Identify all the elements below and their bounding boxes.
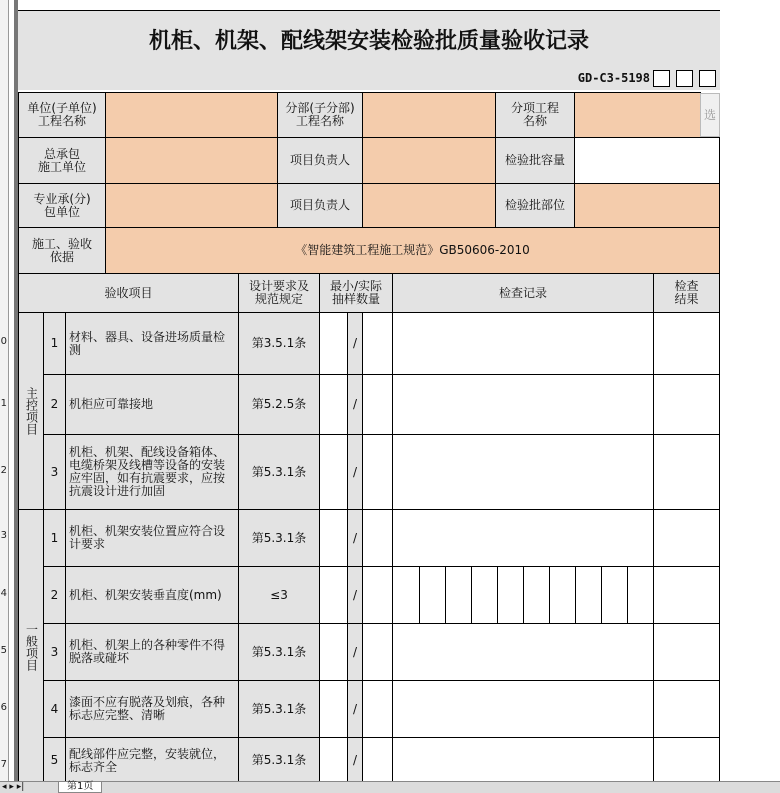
unit-value[interactable]	[105, 92, 278, 138]
main_items-no: 1	[43, 312, 66, 375]
record-grid-line	[549, 567, 550, 623]
main_items-no: 2	[43, 374, 66, 435]
general_items-actual-sample[interactable]	[362, 737, 393, 784]
col-record: 检查记录	[392, 273, 654, 313]
main_items-check-record[interactable]	[392, 434, 654, 510]
general_items-text: 机柜、机架安装位置应符合设计要求	[65, 509, 239, 567]
record-grid-line	[471, 567, 472, 623]
batch-capacity-value[interactable]	[574, 137, 720, 184]
sheet-tab-1[interactable]: 第1页	[58, 782, 102, 793]
general_items-no: 3	[43, 623, 66, 681]
main_items-min-sample[interactable]	[319, 374, 348, 435]
page-title: 机柜、机架、配线架安装检验批质量验收记录	[148, 28, 589, 54]
main_items-text: 材料、器具、设备进场质量检测	[65, 312, 239, 375]
general_items-slash: /	[347, 680, 363, 738]
general_items-min-sample[interactable]	[319, 509, 348, 567]
record-grid-line	[575, 567, 576, 623]
basis-value[interactable]: 《智能建筑工程施工规范》GB50606-2010	[105, 227, 720, 274]
general_items-actual-sample[interactable]	[362, 509, 393, 567]
project-manager-value[interactable]	[362, 137, 496, 184]
general_items-text: 配线部件应完整，安装就位，标志齐全	[65, 737, 239, 784]
record-grid-line	[601, 567, 602, 623]
general_items-min-sample[interactable]	[319, 623, 348, 681]
main_items-actual-sample[interactable]	[362, 312, 393, 375]
general_items-min-sample[interactable]	[319, 737, 348, 784]
main_items-min-sample[interactable]	[319, 312, 348, 375]
main_items-spec: 第5.2.5条	[238, 374, 320, 435]
project-manager-label-2: 项目负责人	[277, 183, 363, 228]
unit-label: 单位(子单位) 工程名称	[18, 92, 106, 138]
main_items-no: 3	[43, 434, 66, 510]
row-number: 5	[0, 645, 7, 656]
general_items-check-record[interactable]	[392, 509, 654, 567]
main_items-actual-sample[interactable]	[362, 434, 393, 510]
general_items-slash: /	[347, 623, 363, 681]
main_items-check-record[interactable]	[392, 312, 654, 375]
subcontractor-value[interactable]	[105, 183, 278, 228]
general_items-actual-sample[interactable]	[362, 680, 393, 738]
batch-location-value[interactable]	[574, 183, 720, 228]
batch-capacity-label: 检验批容量	[495, 137, 575, 184]
col-design: 设计要求及 规范规定	[238, 273, 320, 313]
general_items-spec: 第5.3.1条	[238, 623, 320, 681]
row-number: 1	[0, 398, 7, 409]
subitem-value[interactable]	[574, 92, 701, 138]
main-group-label: 主控项目	[18, 312, 44, 510]
main_items-spec: 第3.5.1条	[238, 312, 320, 375]
main_items-actual-sample[interactable]	[362, 374, 393, 435]
main_items-slash: /	[347, 312, 363, 375]
general_items-check-record[interactable]	[392, 680, 654, 738]
select-button[interactable]: 选	[700, 93, 720, 137]
sheet-tab-bar	[0, 781, 780, 793]
general_items-no: 1	[43, 509, 66, 567]
general-contractor-label: 总承包 施工单位	[18, 137, 106, 184]
general_items-no: 4	[43, 680, 66, 738]
basis-label: 施工、验收 依据	[18, 227, 106, 274]
code-box-3[interactable]	[699, 70, 716, 87]
general_items-text: 机柜、机架安装垂直度(mm)	[65, 566, 239, 624]
main_items-slash: /	[347, 374, 363, 435]
main_items-text: 机柜、机架、配线设备箱体、电缆桥架及线槽等设备的安装应牢固，如有抗震要求，应按抗震设计进行加固	[65, 434, 239, 510]
main_items-min-sample[interactable]	[319, 434, 348, 510]
project-manager-label: 项目负责人	[277, 137, 363, 184]
col-sampling: 最小/实际 抽样数量	[319, 273, 393, 313]
general-contractor-value[interactable]	[105, 137, 278, 184]
subcontractor-label: 专业承(分) 包单位	[18, 183, 106, 228]
general_items-spec: ≤3	[238, 566, 320, 624]
general_items-actual-sample[interactable]	[362, 566, 393, 624]
general_items-slash: /	[347, 737, 363, 784]
record-grid-line	[627, 567, 628, 623]
row-number: 4	[0, 588, 7, 599]
general-group-label: 一般项目	[18, 509, 44, 784]
col-result: 检查 结果	[653, 273, 720, 313]
batch-location-label: 检验批部位	[495, 183, 575, 228]
row-header-strip	[0, 0, 9, 781]
row-number: 3	[0, 530, 7, 541]
general_items-result[interactable]	[653, 566, 720, 624]
general_items-no: 2	[43, 566, 66, 624]
subitem-label: 分项工程 名称	[495, 92, 575, 138]
row-number: 2	[0, 465, 7, 476]
project-manager-value-2[interactable]	[362, 183, 496, 228]
main_items-slash: /	[347, 434, 363, 510]
general_items-min-sample[interactable]	[319, 680, 348, 738]
record-grid-line	[419, 567, 420, 623]
general_items-result[interactable]	[653, 680, 720, 738]
code-box-1[interactable]	[653, 70, 670, 87]
general_items-result[interactable]	[653, 509, 720, 567]
general_items-text: 机柜、机架上的各种零件不得脱落或碰坏	[65, 623, 239, 681]
general_items-spec: 第5.3.1条	[238, 680, 320, 738]
general_items-check-record[interactable]	[392, 623, 654, 681]
general_items-slash: /	[347, 566, 363, 624]
general_items-min-sample[interactable]	[319, 566, 348, 624]
record-grid-line	[523, 567, 524, 623]
record-grid-line	[445, 567, 446, 623]
general_items-actual-sample[interactable]	[362, 623, 393, 681]
col-item: 验收项目	[18, 273, 239, 313]
tab-nav-arrows[interactable]: ◂ ▸ ▸|	[2, 782, 25, 792]
main_items-result[interactable]	[653, 374, 720, 435]
form-code: GD-C3-5198	[577, 71, 650, 85]
row-number: 6	[0, 702, 7, 713]
general_items-spec: 第5.3.1条	[238, 509, 320, 567]
general_items-check-record[interactable]	[392, 566, 654, 624]
division-value[interactable]	[362, 92, 496, 138]
general_items-check-record[interactable]	[392, 737, 654, 784]
main_items-spec: 第5.3.1条	[238, 434, 320, 510]
general_items-text: 漆面不应有脱落及划痕，各种标志应完整、清晰	[65, 680, 239, 738]
code-box-2[interactable]	[676, 70, 693, 87]
main_items-text: 机柜应可靠接地	[65, 374, 239, 435]
row-number: 7	[0, 759, 7, 770]
general_items-spec: 第5.3.1条	[238, 737, 320, 784]
general_items-no: 5	[43, 737, 66, 784]
division-label: 分部(子分部) 工程名称	[277, 92, 363, 138]
record-grid-line	[497, 567, 498, 623]
main_items-result[interactable]	[653, 312, 720, 375]
main_items-result[interactable]	[653, 434, 720, 510]
general_items-result[interactable]	[653, 737, 720, 784]
general_items-slash: /	[347, 509, 363, 567]
general_items-result[interactable]	[653, 623, 720, 681]
main_items-check-record[interactable]	[392, 374, 654, 435]
row-number: 0	[0, 336, 7, 347]
